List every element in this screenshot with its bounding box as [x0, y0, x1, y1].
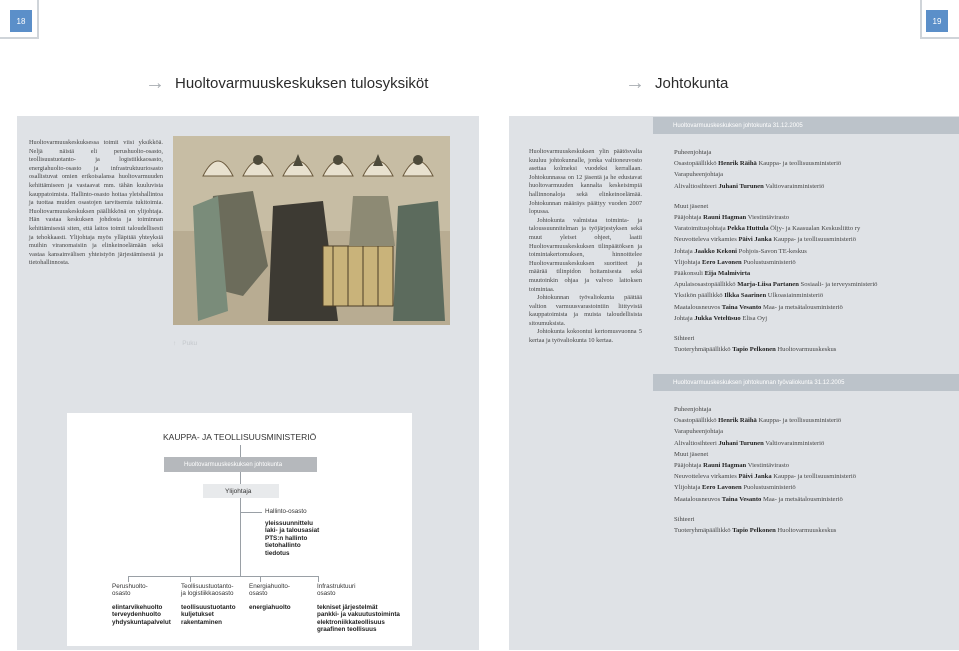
member-line	[674, 246, 956, 257]
member-organization: Viestintävirasto	[746, 462, 790, 470]
member-line	[674, 333, 956, 344]
member-line	[674, 158, 956, 169]
member-title: Alivaltiosihteeri	[674, 439, 719, 447]
member-title: Johtaja	[674, 247, 695, 255]
member-name: Eero Lavonen	[702, 258, 742, 266]
board-intro-paragraph: Huoltovarmuuskeskuksen ylin päätösvalta kuuluu johtokunnalle, jonka valtioneuvosto asettaa kolmeksi vuodeksi kerrallaan. Johtokunnassa on 12 jäsentä ja he edustavat huoltovarmuuden kannalta keskeisimpiä hallinnonaloja sekä elinkeinoelämää. Johtokunnan määräys päättyy vuoden 2007 lopussa.	[529, 148, 642, 216]
member-name: Eija Malmivirta	[704, 270, 751, 278]
member-name: Taina Vesanto	[721, 495, 762, 503]
left-body-text: Huoltovarmuuskeskuksessa toimii viisi yksikköä. Neljä näistä eli perushuolto-osasto, teollisuustuotanto- ja logistiikkaosasto, energiahuolto-osasto ja infrastruktuuriosasto osallistuvat omien erikoisalansa huoltovarmuuden kehittämiseen ja vastaavat mm. tähän kuuluvista kauppatoimista. Hallinto-osasto hoitaa yleishallintoa ja tuottaa muiden osastojen tarvitsemia tukitoimia. Huoltovarmuuskeskuksen päällikkönä on ylijohtaja. Hän vastaa keskuksen johdosta ja toiminnan kehittämisestä siten, että laitos toimii taloudellisesti ja tehokkaasti. Ylijohtaja myös ylläpitää yhteyksiä muihin viranomaisiin ja elinkeinoelämään sekä vastaa kansainvälisen yhteistyön järjestämisestä ja tietohallinnosta.	[29, 139, 163, 267]
member-line	[674, 494, 956, 505]
member-line	[674, 302, 956, 313]
member-line	[674, 471, 956, 482]
photo-caption	[173, 340, 197, 347]
member-line	[674, 460, 956, 471]
member-line	[674, 324, 956, 333]
org-connector	[240, 498, 241, 576]
member-title: Osastopäällikkö	[674, 160, 719, 168]
org-connector	[190, 576, 191, 582]
member-title: Pääjohtaja	[674, 462, 704, 470]
right-heading	[625, 73, 728, 93]
member-organization: Maa- ja metsätalousministeriö	[761, 303, 843, 311]
org-chart-title: KAUPPA- JA TEOLLISUUSMINISTERIÖ	[163, 432, 317, 442]
arrow-right-icon: →	[145, 72, 165, 94]
member-line	[674, 201, 956, 212]
member-line	[674, 181, 956, 192]
member-name: Pekka Huttula	[727, 225, 769, 233]
role-heading: Puheenjohtaja	[674, 149, 712, 156]
role-heading: Varapuheenjohtaja	[674, 428, 724, 436]
member-name: Marja-Liisa Partanen	[737, 281, 799, 289]
member-title: Neuvotteleva virkamies	[674, 236, 739, 244]
member-name: Juhani Turunen	[718, 439, 764, 447]
org-dept-name: Teollisuustuotanto- ja logistiikkaosasto	[181, 583, 234, 598]
member-line	[674, 525, 956, 536]
member-title: Apulaisosastopäällikkö	[674, 281, 738, 289]
org-dept-name: Infrastruktuuri osasto	[317, 583, 356, 598]
member-organization: Valtiovarainministeriö	[763, 439, 825, 447]
member-line	[674, 290, 956, 301]
member-title: Maatalousneuvos	[674, 303, 722, 311]
member-organization: Sosiaali- ja terveysministeriö	[798, 281, 878, 289]
member-title: Pääjohtaja	[674, 214, 704, 222]
member-name: Eero Lavonen	[702, 484, 742, 492]
member-organization: Kauppa- ja teollisuusministeriö	[771, 236, 857, 244]
left-heading-text: Huoltovarmuuskeskuksen tulosyksiköt	[175, 74, 429, 92]
member-organization: Kauppa- ja teollisuusministeriö	[756, 417, 842, 425]
org-admin-items: yleissuunnittelu laki- ja talousasiat PTS:n hallinto tietohallinto tiedotus	[265, 520, 320, 557]
artwork-photo	[173, 136, 450, 325]
member-organization: Öljy- ja Kaasualan Keskusliitto ry	[768, 225, 861, 233]
member-name: Jukka Vetelüsuo	[694, 314, 741, 322]
member-organization: Viestintävirasto	[746, 214, 790, 222]
member-line	[674, 257, 956, 268]
org-admin-label: Hallinto-osasto	[265, 508, 307, 515]
member-organization: Maa- ja metsätalousministeriö	[761, 495, 843, 503]
org-board-box: Huoltovarmuuskeskuksen johtokunta	[164, 457, 317, 472]
member-title: Ylijohtaja	[674, 258, 703, 266]
member-title: Ylijohtaja	[674, 484, 703, 492]
member-name: Taina Vesanto	[721, 303, 762, 311]
member-name: Rauni Hagman	[703, 214, 747, 222]
artwork-illustration	[173, 136, 450, 325]
org-connector	[240, 445, 241, 457]
org-dept-name: Energiahuolto- osasto	[249, 583, 290, 598]
photo-caption-text: Puku	[182, 340, 198, 347]
member-line	[674, 268, 956, 279]
org-director-box: Ylijohtaja	[203, 484, 279, 498]
member-title: Varatoimitusjohtaja	[674, 225, 728, 233]
org-dept-items: teollisuustuotanto kuljetukset rakentaminen	[181, 604, 236, 626]
member-organization: Kauppa- ja teollisuusministeriö	[771, 473, 857, 481]
org-dept-items: energiahuolto	[249, 604, 291, 611]
org-connector	[260, 576, 261, 582]
member-name: Päivi Janka	[738, 473, 772, 481]
committee-paragraph: Johtokunnan työvaliokunta päättää valtion varmuusvarastointiin liittyvistä kauppatoimista ja muista taloudellisista sitoumuksista.	[529, 294, 642, 327]
org-connector	[318, 576, 319, 582]
member-name: Juhani Turunen	[718, 182, 764, 190]
role-heading: Muut jäsenet	[674, 450, 709, 458]
member-name: Tapio Pelkonen	[732, 346, 776, 354]
role-heading: Varapuheenjohtaja	[674, 171, 724, 179]
member-title: Tuoteryhmäpäällikkö	[674, 527, 733, 535]
member-line	[674, 449, 956, 460]
member-name: Jaakko Kekoni	[694, 247, 738, 255]
member-line	[674, 147, 956, 158]
member-line	[674, 234, 956, 245]
org-dept-items: tekniset järjestelmät pankki- ja vakuutustoiminta elektroniikkateollisuus graafinen teollisuus	[317, 604, 400, 634]
member-line	[674, 212, 956, 223]
member-line	[674, 438, 956, 449]
member-organization: Puolustusministeriö	[741, 484, 796, 492]
committee-bar: Huoltovarmuuskeskuksen johtokunnan työvaliokunta 31.12.2005	[653, 374, 959, 391]
board-members-list	[674, 147, 956, 355]
member-line	[674, 279, 956, 290]
page-number-left: 18	[10, 10, 32, 32]
member-line	[674, 505, 956, 514]
member-organization: Elisa Oyj	[740, 314, 768, 322]
member-title: Maatalousneuvos	[674, 495, 722, 503]
member-name: Päivi Janka	[738, 236, 772, 244]
org-dept-items: elintarvikehuolto terveydenhuolto yhdyskuntapalvelut	[112, 604, 171, 626]
member-organization: Ulkoasiainministeriö	[766, 292, 824, 300]
member-title: Pääkonsuli	[674, 270, 705, 278]
member-line	[674, 426, 956, 437]
left-heading	[145, 73, 428, 93]
member-name: Rauni Hagman	[703, 462, 747, 470]
member-line	[674, 404, 956, 415]
role-heading: Sihteeri	[674, 335, 695, 343]
meetings-paragraph: Johtokunta kokoontui kertomusvuonna 5 kertaa ja työvaliokunta 10 kertaa.	[529, 328, 642, 345]
member-title: Neuvotteleva virkamies	[674, 473, 739, 481]
member-title: Alivaltiosihteeri	[674, 182, 719, 190]
committee-members-list	[674, 404, 956, 536]
member-name: Tapio Pelkonen	[732, 527, 776, 535]
member-line	[674, 344, 956, 355]
member-line	[674, 482, 956, 493]
member-line	[674, 192, 956, 201]
arrow-right-icon: →	[625, 72, 645, 94]
member-line	[674, 514, 956, 525]
org-connector	[128, 576, 129, 582]
arrow-up-icon: ↑	[173, 340, 177, 347]
member-name: Ilkka Saarinen	[724, 292, 767, 300]
right-heading-text: Johtokunta	[655, 74, 729, 92]
org-dept-name: Perushuolto- osasto	[112, 583, 148, 598]
board-duties-paragraph: Johtokunta valmistaa toiminta- ja taloussuunnitelman ja työjärjestyksen sekä muut yleiset ohjeet, laatii Huoltovarmuuskeskuksen tilinpäätöksen ja toimintakertomuksen, hinnoittelee Huoltovarmuuskeskuksen suoritteet ja määrää tilinpidon hoitamisesta sekä muutoinkin ohjaa ja valvoo laitoksen toimintaa.	[529, 216, 642, 293]
role-heading: Muut jäsenet	[674, 202, 709, 210]
org-connector	[240, 512, 262, 513]
role-heading: Puheenjohtaja	[674, 406, 712, 413]
member-title: Yksikön päällikkö	[674, 292, 725, 300]
role-heading: Sihteeri	[674, 515, 695, 523]
board-bar: Huoltovarmuuskeskuksen johtokunta 31.12.2005	[653, 117, 959, 134]
member-title: Johtaja	[674, 314, 695, 322]
page-number-right: 19	[926, 10, 948, 32]
member-organization: Huoltovarmuuskeskus	[775, 527, 837, 535]
member-organization: Huoltovarmuuskeskus	[775, 346, 837, 354]
org-connector	[240, 472, 241, 484]
member-organization: Pohjois-Savon TE-keskus	[737, 247, 807, 255]
member-title: Osastopäällikkö	[674, 417, 719, 425]
member-line	[674, 223, 956, 234]
member-name: Henrik Räihä	[718, 160, 757, 168]
member-organization: Valtiovarainministeriö	[763, 182, 825, 190]
member-title: Tuoteryhmäpäällikkö	[674, 346, 733, 354]
member-line	[674, 415, 956, 426]
member-line	[674, 169, 956, 180]
member-organization: Kauppa- ja teollisuusministeriö	[756, 160, 842, 168]
member-name: Henrik Räihä	[718, 417, 757, 425]
org-connector	[128, 576, 318, 577]
member-line	[674, 313, 956, 324]
right-body-text	[529, 148, 642, 346]
member-organization: Puolustusministeriö	[741, 258, 796, 266]
